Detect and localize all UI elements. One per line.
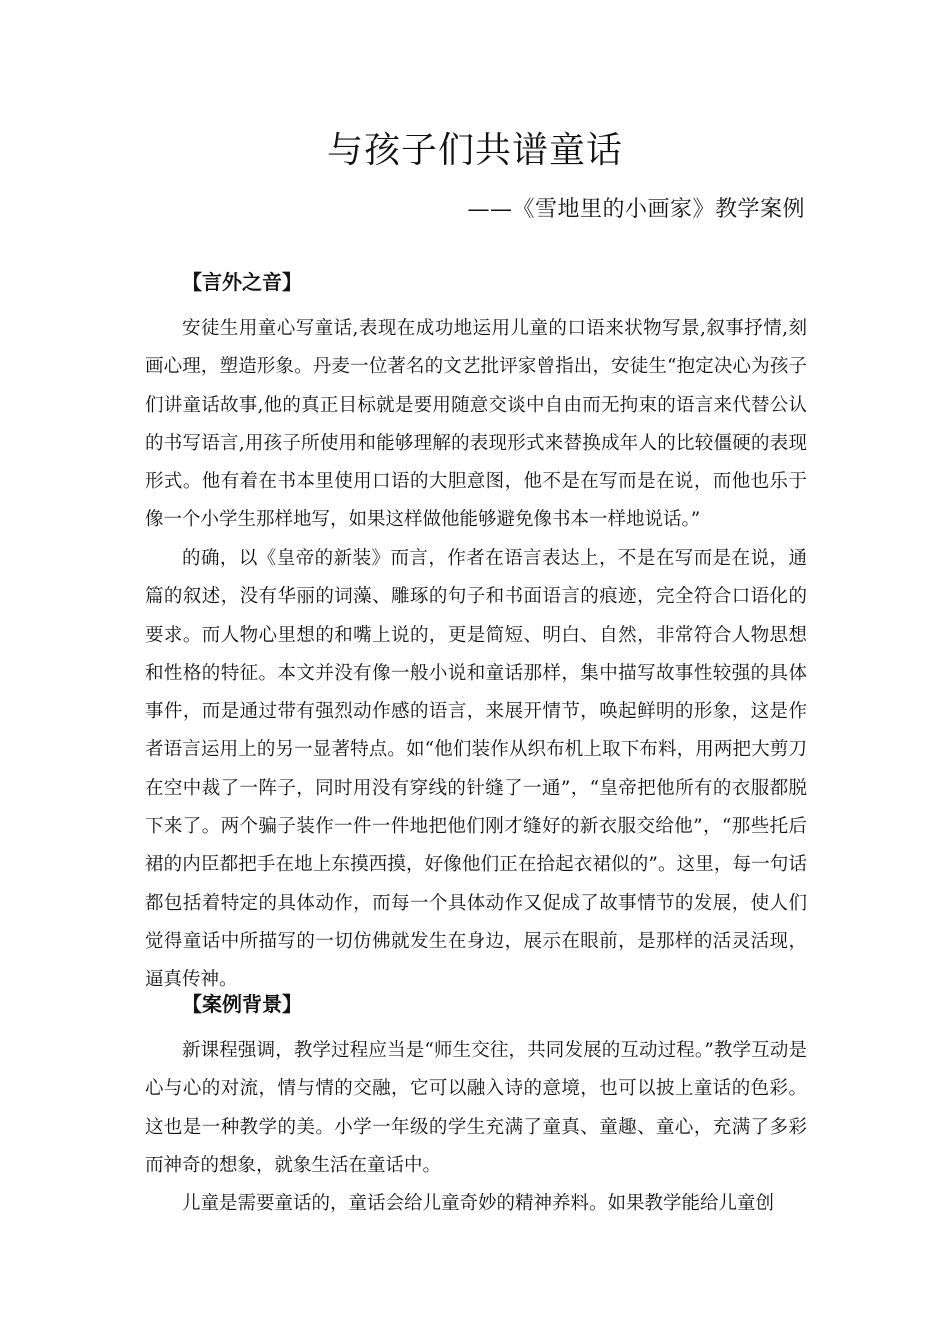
paragraph: 儿童是需要童话的，童话会给儿童奇妙的精神养料。如果教学能给儿童创 (182, 1193, 775, 1214)
page-title: 与孩子们共谱童话 (326, 130, 623, 172)
paragraph: 新课程强调，教学过程应当是“师生交往，共同发展的互动过程。”教学互动是心与心的对流，情与情的交融，它可以融入诗的意境，也可以披上童话的色彩。这也是一种教学的美。小学一年级的学生充满了童真、童趣、童心，充满了多彩而神奇的想象，就象生活在童话中。 (145, 1040, 807, 1176)
section-heading-anlibeijing: 【案例背景】 (182, 992, 302, 1016)
paragraph: 的确，以《皇帝的新装》而言，作者在语言表达上，不是在写而是在说，通篇的叙述，没有华丽的词藻、雕琢的句子和书面语言的痕迹，完全符合口语化的要求。而人物心里想的和嘴上说的，更是简短、明白、自然，非常符合人物思想和性格的特征。本文并没有像一般小说和童话那样，集中描写故事性较强的具体事件，而是通过带有强烈动作感的语言，来展开情节，唤起鲜明的形象，这是作者语言运用上的另一显著特点。如“他们装作从织布机上取下布料，用两把大剪刀在空中裁了一阵子，同时用没有穿线的针缝了一通”，“皇帝把他所有的衣服都脱下来了。两个骗子装作一件一件地把他们刚才缝好的新衣服交给他”，“那些托后裙的内臣都把手在地上东摸西摸，好像他们正在拾起衣裙似的”。这里，每一句话都包括着特定的具体动作，而每一个具体动作又促成了故事情节的发展，使人们觉得童话中所描写的一切仿佛就发生在身边，展示在眼前，是那样的活灵活现，逼真传神。 (145, 548, 807, 991)
section-heading-yanwaizhiyin: 【言外之音】 (182, 270, 302, 294)
paragraph: 安徒生用童心写童话,表现在成功地运用儿童的口语来状物写景,叙事抒情,刻画心理，塑造形象。丹麦一位著名的文艺批评家曾指出，安徒生“抱定决心为孩子们讲童话故事,他的真正目标就是要用随意交谈中自由而无拘束的语言来代替公认的书写语言,用孩子所使用和能够理解的表现形式来替换成年人的比较僵硬的表现形式。他有着在书本里使用口语的大胆意图，他不是在写而是在说，而他也乐于像一个小学生那样地写，如果这样做他能够避免像书本一样地说话。” (145, 318, 807, 531)
page-subtitle: ——《雪地里的小画家》教学案例 (467, 197, 805, 222)
